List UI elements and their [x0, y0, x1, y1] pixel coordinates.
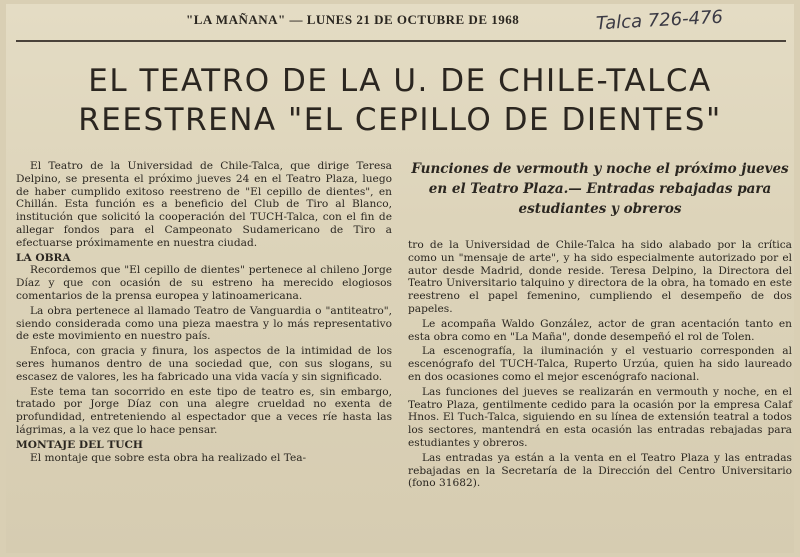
subheading-montaje: MONTAJE DEL TUCH: [16, 438, 143, 451]
paragraph: Las funciones del jueves se realizarán en vermouth y noche, en el Teatro Plaza, gentilmente cedido para la ocasión por la empresa Calaf Hnos. El Tuch-Talca, siguiendo en su línea de extensión teatral a todos los sectores, mantendrá en esta ocasión las entradas rebajadas para estudiantes y obreros.: [408, 385, 792, 449]
paragraph: Este tema tan socorrido en este tipo de teatro es, sin embargo, tratado por Jorge Díaz con una alegre crueldad no exenta de profundidad, entreteniendo al espectador que a veces ríe hasta las lágrimas, a la vez que lo hace pensar.: [16, 385, 392, 436]
paragraph: Las entradas ya están a la venta en el Teatro Plaza y las entradas rebajadas en la Secretaría de la Dirección del Centro Universitario (fono 31682).: [408, 451, 792, 490]
paragraph: El montaje que sobre esta obra ha realizado el Tea-: [30, 451, 307, 464]
subheading-la-obra: LA OBRA: [16, 251, 71, 264]
paragraph: tro de la Universidad de Chile-Talca ha sido alabado por la crítica como un "mensaje de arte", y ha sido especialmente autorizado por el autor desde Madrid, donde reside. Teresa Delpino, la Directora del Teatro Universitario talquino y directora de la obra, ha tomado en este reestreno el papel femenino, cumpliendo el desempeño de dos papeles.: [408, 239, 792, 315]
paragraph: La obra pertenece al llamado Teatro de Vanguardia o "antiteatro", siendo considerada como una pieza maestra y lo más representativo de este movimiento en nuestro país.: [16, 304, 392, 343]
handwritten-note: Talca 726-476: [595, 6, 724, 35]
deck-subtitle: Funciones de vermouth y noche el próximo jueves en el Teatro Plaza.— Entradas rebajadas para estudiantes y obreros: [411, 161, 789, 217]
masthead: "LA MAÑANA" — LUNES 21 DE OCTUBRE DE 1968: [186, 12, 520, 27]
paragraph: Le acompaña Waldo González, actor de gran acentación tanto en esta obra como en "La Maña", donde desempeñó el rol de Tolen.: [408, 317, 792, 343]
headline-line-2: REESTRENA "EL CEPILLO DE DIENTES": [78, 102, 722, 138]
paragraph: El Teatro de la Universidad de Chile-Talca, que dirige Teresa Delpino, se presenta el próximo jueves 24 en el Teatro Plaza, luego de haber cumplido exitoso reestreno de "El cepillo de dientes", en Chillán. Esta función es a beneficio del Club de Tiro al Blanco, institución que solicitó la cooperación del TUCH-Talca, con el fin de allegar fondos para el Campeonato Sudamericano de Tiro a efectuarse próximamente en nuestra ciudad.: [16, 160, 392, 249]
paragraph: Recordemos que "El cepillo de dientes" pertenece al chileno Jorge Díaz y que con ocasión de su estreno ha merecido elogiosos comentarios de la prensa europea y latinoamericana.: [16, 264, 392, 302]
paragraph: La escenografía, la iluminación y el vestuario corresponden al escenógrafo del TUCH-Talca, Ruperto Urzúa, quien ha sido laureado en dos ocasiones como el mejor escenógrafo nacional.: [408, 345, 792, 383]
left-column: [16, 160, 392, 466]
headline: [16, 62, 784, 140]
newspaper-clipping: [6, 4, 794, 553]
right-column: [408, 239, 792, 492]
paragraph: Enfoca, con gracia y finura, los aspectos de la intimidad de los seres humanos dentro de una sociedad que, con sus slogans, su escasez de valores, les ha fabricado una vida vacía y sin significado.: [16, 345, 392, 383]
top-rule: [16, 40, 786, 42]
headline-line-1: EL TEATRO DE LA U. DE CHILE-TALCA: [88, 63, 712, 99]
